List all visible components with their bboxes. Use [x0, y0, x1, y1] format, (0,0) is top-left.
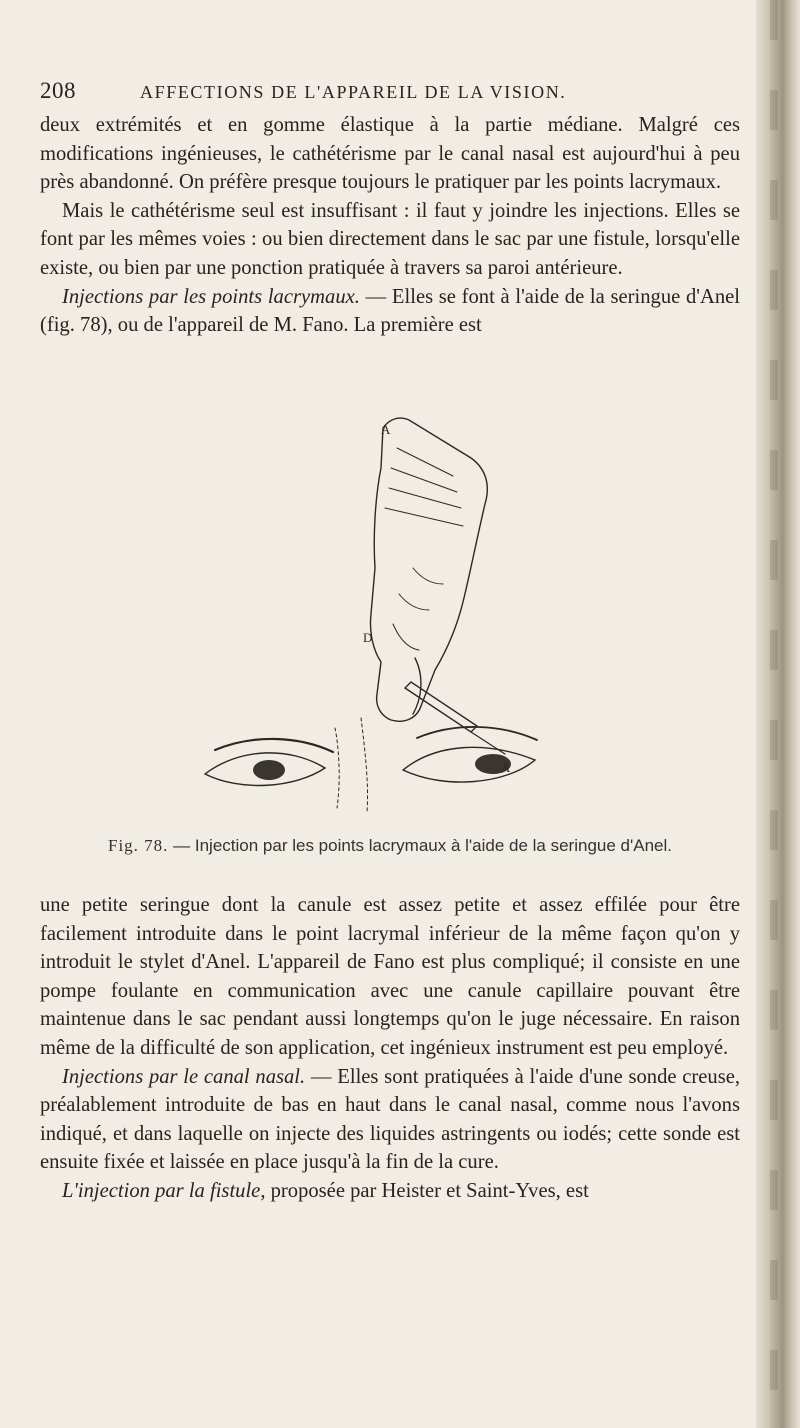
- page-number: 208: [40, 78, 76, 103]
- caption-label: Fig. 78.: [108, 836, 169, 855]
- paragraph-text: — Elles sont pratiquées à l'aide d'une sonde creuse, préalablement introduite de bas en haut dans le canal nasal, comme nous l'avons indiqué, et dans laquelle on injecte des liquides astringents ou iodés; cette sonde est ensuite fixée et laissée en place jusqu'à la fin de la cure.: [40, 1065, 740, 1174]
- figure-label-left: D: [363, 630, 373, 645]
- paragraph-text: — Elles se font à l'aide de la seringue d'Anel (fig. 78), ou de l'appareil de M. Fano. La première est: [40, 285, 740, 337]
- paragraph: deux extrémités et en gomme élastique à la partie médiane. Malgré ces modifications ingénieuses, le cathétérisme par le canal nasal est aujourd'hui à peu près abandonné. On préfère presque toujours le pratiquer par les points lacrymaux.: [40, 114, 740, 194]
- paragraph-text: , proposée par Heister et Saint-Yves, est: [260, 1179, 589, 1202]
- figure-caption: [40, 836, 740, 856]
- nose-drawing: [335, 718, 368, 812]
- figure-label-right: A: [501, 760, 511, 775]
- paragraph: une petite seringue dont la canule est assez petite et assez effilée pour être facilement introduite dans le point lacrymal inférieur de la même façon qu'on y introduit le stylet d'Anel. L'appareil de Fano est plus compliqué; il consiste en une pompe foulante en communication avec une canule capillaire pouvant être maintenue dans le sac pendant aussi longtemps qu'on le juge nécessaire. En raison même de la difficulté de son application, cet ingénieux instrument est peu employé.: [40, 894, 740, 1059]
- caption-text: — Injection par les points lacrymaux à l'aide de la seringue d'Anel.: [168, 836, 672, 855]
- figure-label-top: A: [381, 422, 391, 437]
- page-edge-shadow: [756, 0, 800, 1428]
- paragraph-injection-fistule: [40, 1177, 740, 1206]
- text-block-top: [40, 111, 740, 340]
- section-heading: Injections par le canal nasal.: [62, 1065, 306, 1088]
- page-header: [40, 78, 740, 106]
- paragraph-injections-points: [40, 283, 740, 340]
- section-heading: L'injection par la fistule: [62, 1179, 261, 1202]
- figure-78-illustration: [185, 388, 625, 816]
- paragraph-injections-canal: [40, 1063, 740, 1177]
- right-eye-drawing: [403, 747, 535, 782]
- section-heading: Injections par les points lacrymaux.: [62, 285, 360, 308]
- text-block-bottom: [40, 891, 740, 1206]
- running-head: AFFECTIONS DE L'APPAREIL DE LA VISION.: [140, 82, 567, 102]
- paragraph: Mais le cathétérisme seul est insuffisant : il faut y joindre les injections. Elles se font par les mêmes voies : ou bien directement dans le sac par une fistule, lorsqu'elle existe, ou bien par une ponction pratiquée à travers sa paroi antérieure.: [40, 199, 740, 279]
